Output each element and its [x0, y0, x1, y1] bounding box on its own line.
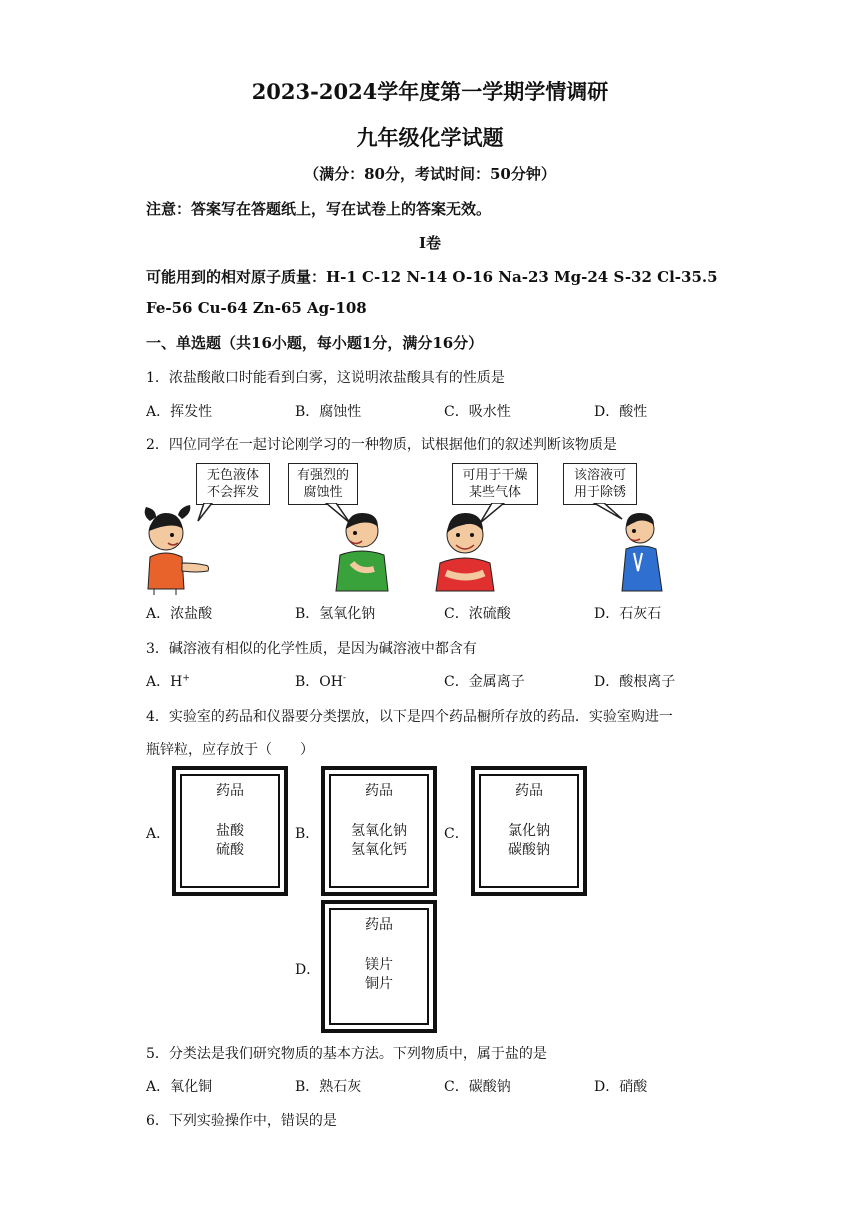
bubble-4-line-1: 该溶液可 [573, 468, 626, 483]
cabinet-c-title: 药品 [515, 783, 543, 799]
q1-option-a: A．挥发性 [146, 404, 213, 420]
bubble-3-line-2: 某些气体 [468, 485, 521, 500]
q2-option-a: A．浓盐酸 [146, 606, 213, 622]
q3-option-a [146, 671, 190, 691]
bubble-1-line-1: 无色液体 [206, 468, 259, 483]
cabinet-a-title: 药品 [216, 783, 244, 799]
bubble-1-line-2: 不会挥发 [206, 485, 259, 500]
question-2-stem: 2．四位同学在一起讨论刚学习的一种物质，试根据他们的叙述判断该物质是 [146, 437, 617, 453]
bubble-3-tail [480, 503, 504, 523]
bubble-2-line-2: 腐蚀性 [303, 485, 343, 500]
speech-bubble-4 [563, 463, 637, 505]
cabinet-c-item-2: 碳酸钠 [508, 842, 550, 858]
discussion-illustration [140, 503, 680, 595]
q2-option-d: D．石灰石 [594, 606, 662, 622]
q2-option-c: C．浓硫酸 [444, 606, 511, 622]
cabinet-c [471, 766, 587, 896]
cabinet-a-letter: A． [146, 826, 171, 842]
cabinet-c-letter: C． [444, 826, 469, 842]
page-title: 2023-2024学年度第一学期学情调研 [251, 79, 609, 104]
cabinet-b-item-1: 氢氧化钠 [351, 823, 407, 839]
q1-option-c: C．吸水性 [444, 404, 511, 420]
q5-option-d: D．硝酸 [594, 1079, 648, 1095]
q1-option-b: B．腐蚀性 [295, 404, 362, 420]
cabinet-b-item-2: 氢氧化钙 [351, 842, 407, 858]
question-5-stem: 5．分类法是我们研究物质的基本方法。下列物质中，属于盐的是 [146, 1046, 547, 1062]
q1-option-d: D．酸性 [594, 404, 648, 420]
question-4-stem-line-1: 4．实验室的药品和仪器要分类摆放，以下是四个药品橱所存放的药品．实验室购进一 [146, 709, 673, 725]
cabinet-d-letter: D． [295, 962, 321, 978]
cabinet-a [172, 766, 288, 896]
boy-figure-red [436, 513, 494, 591]
speech-bubble-2 [288, 463, 358, 505]
q5-option-b: B．熟石灰 [295, 1079, 362, 1095]
page-subtitle: 九年级化学试题 [356, 125, 504, 150]
cabinet-d-item-1: 镁片 [365, 957, 393, 973]
notice: 注意：答案写在答题纸上，写在试卷上的答案无效。 [146, 200, 492, 218]
boy-figure-blue [622, 513, 662, 591]
q5-option-c: C．碳酸钠 [444, 1079, 511, 1095]
q3-option-a-charge: + [182, 673, 190, 684]
speech-bubble-3 [452, 463, 538, 505]
cabinet-a-item-1: 盐酸 [216, 823, 244, 839]
q2-option-b: B．氢氧化钠 [295, 606, 376, 622]
part1-heading: 一、单选题（共16小题，每小题1分，满分16分） [146, 334, 484, 352]
cabinet-b-title: 药品 [365, 783, 393, 799]
q3-option-b [295, 671, 346, 691]
bubble-4-tail [594, 503, 622, 519]
q3-option-a-text: A．H [146, 674, 183, 690]
cabinet-b-letter: B． [295, 826, 320, 842]
cabinet-d-title: 药品 [365, 917, 393, 933]
cabinet-c-item-1: 氯化钠 [508, 823, 550, 839]
bubble-4-line-2: 用于除锈 [573, 485, 626, 500]
atomic-mass-line-2: Fe-56 Cu-64 Zn-65 Ag-108 [146, 299, 367, 317]
cabinet-a-item-2: 硫酸 [216, 842, 244, 858]
q3-option-b-charge: - [342, 673, 347, 684]
bubble-2-tail [326, 503, 350, 523]
question-4-stem-line-2: 瓶锌粒，应存放于（ ） [146, 742, 314, 758]
question-3-stem: 3．碱溶液有相似的化学性质，是因为碱溶液中都含有 [146, 641, 477, 657]
atomic-mass-line-1: 可能用到的相对原子质量：H-1 C-12 N-14 O-16 Na-23 Mg-24 S-32 Cl-35.5 [146, 268, 718, 286]
cabinet-d-item-2: 铜片 [365, 976, 393, 992]
cabinet-d [321, 900, 437, 1033]
boy-figure-green [336, 513, 388, 591]
bubble-1-tail [198, 503, 212, 521]
bubble-2-line-1: 有强烈的 [296, 468, 349, 483]
bubble-3-line-1: 可用于干燥 [462, 468, 528, 483]
question-1-stem: 1．浓盐酸敞口时能看到白雾，这说明浓盐酸具有的性质是 [146, 370, 505, 386]
exam-info: （满分：80分，考试时间：50分钟） [304, 165, 556, 183]
q3-option-c: C．金属离子 [444, 674, 525, 690]
q3-option-b-text: B．OH [295, 674, 343, 690]
q5-option-a: A．氧化铜 [146, 1079, 213, 1095]
question-6-stem: 6．下列实验操作中，错误的是 [146, 1113, 337, 1129]
cabinet-b [321, 766, 437, 896]
section-label: I卷 [418, 234, 442, 252]
q3-option-d: D．酸根离子 [594, 674, 676, 690]
speech-bubble-1 [196, 463, 270, 505]
